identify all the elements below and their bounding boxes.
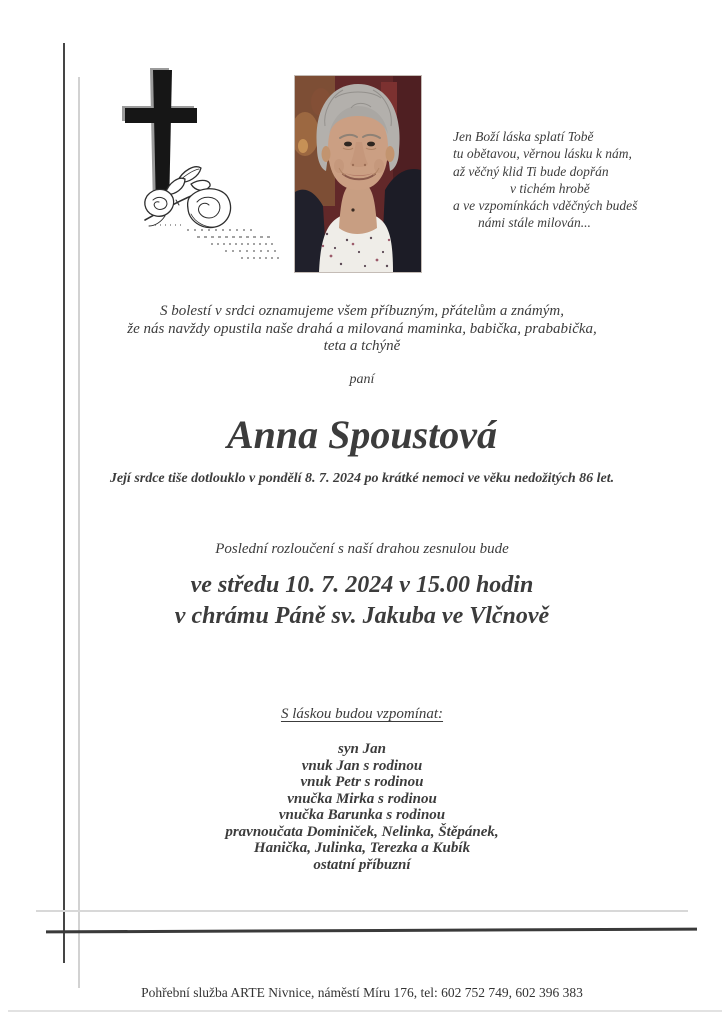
mourner-line: Hanička, Julinka, Terezka a Kubík (253, 840, 471, 856)
poem-line: v tichém hrobě (510, 180, 590, 196)
mourners-heading-text: S láskou budou vzpomínat: (280, 706, 444, 722)
mourner-line: vnučka Barunka s rodinou (278, 807, 446, 823)
farewell-details (0, 570, 724, 631)
farewell-datetime: ve středu 10. 7. 2024 v 15.00 hodin (190, 572, 534, 598)
poem-line: tu obětavou, věrnou lásku k nám, (453, 146, 632, 162)
announcement-line: S bolestí v srdci oznamujeme všem příbuzným, přátelům a známým, (160, 303, 564, 319)
deceased-name: Anna Spoustová (226, 412, 498, 457)
footer-text: Pohřební služba ARTE Nivnice, náměstí Míru 176, tel: 602 752 749, 602 396 383 (141, 985, 583, 1000)
ground-scatter (155, 225, 279, 258)
announcement-line: teta a tchýně (323, 338, 401, 355)
farewell-place: v chrámu Páně sv. Jakuba ve Vlčnově (174, 602, 550, 629)
mourner-line: vnuk Petr s rodinou (300, 774, 424, 790)
salutation: paní (349, 372, 375, 387)
poem (453, 128, 713, 232)
mourners-heading (0, 706, 724, 723)
poem-line: Jen Boží láska splatí Tobě (453, 129, 594, 144)
scan-mark-horizontal-light (36, 910, 688, 912)
scan-mark-horizontal-dark (46, 928, 697, 934)
poem-line: námi stále milován... (478, 215, 591, 231)
death-note: Její srdce tiše dotlouklo v pondělí 8. 7. 2024 po krátké nemoci ve věku nedožitých 86 let. (109, 471, 615, 486)
cross-icon (122, 68, 197, 210)
mourners-list (0, 741, 724, 873)
mourner-line: vnučka Mirka s rodinou (287, 790, 437, 807)
poem-line: a ve vzpomínkách vděčných budeš (453, 198, 638, 214)
farewell-intro: Poslední rozloučení s naší drahou zesnulou bude (215, 541, 509, 557)
mourner-line: syn Jan (338, 741, 386, 757)
announcement (0, 303, 724, 356)
poem-line: až věčný klid Ti bude dopřán (453, 163, 609, 179)
portrait-photo (294, 75, 422, 273)
mourner-line: ostatní příbuzní (313, 856, 411, 873)
announcement-line: že nás navždy opustila naše drahá a milovaná maminka, babička, prababička, (127, 320, 597, 337)
scan-mark-bottom-light (8, 1010, 722, 1012)
mourner-line: vnuk Jan s rodinou (301, 757, 423, 774)
mourner-line: pravnoučata Dominiček, Nelinka, Štěpánek, (225, 823, 499, 840)
cross-and-rose-illustration (95, 62, 295, 267)
